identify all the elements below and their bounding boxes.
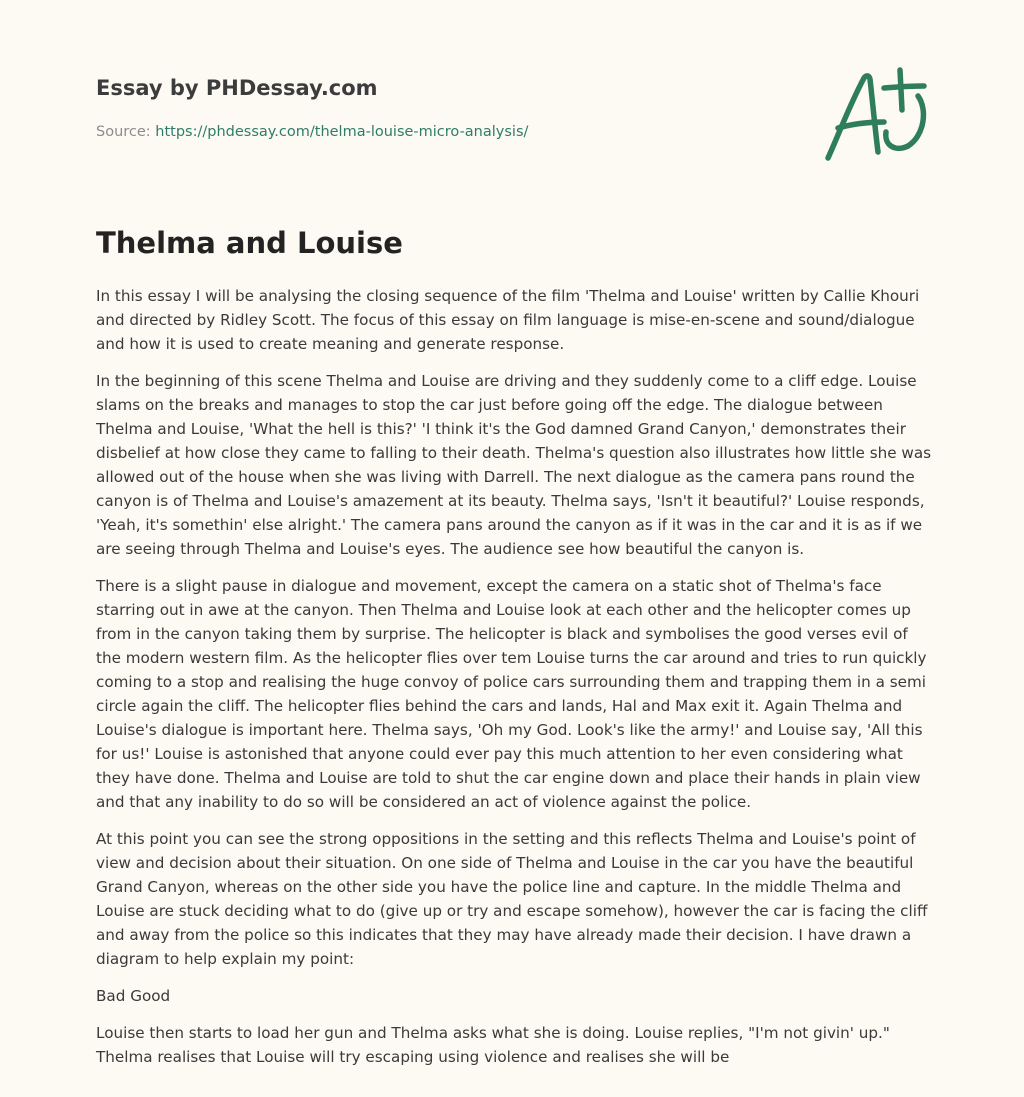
paragraph-5: Bad Good bbox=[96, 987, 171, 1005]
paragraph-1: In this essay I will be analysing the closing sequence of the film 'Thelma and Louise' written by Callie Khouri and directed by Ridley Scott. The focus of this essay on film language is mise-en-scene and sound/dialogue and how it is used to create meaning and generate response. bbox=[96, 287, 920, 353]
source-line bbox=[96, 124, 528, 140]
essay-body bbox=[96, 284, 932, 1082]
paragraph-3: There is a slight pause in dialogue and movement, except the camera on a static shot of Thelma's face starring out in awe at the canyon. Then Thelma and Louise look at each other and the helicopter comes up from in the canyon taking them by surprise. The helicopter is black and symbolises the good verses evil of the modern western film. As the helicopter flies over tem Louise turns the car around and tries to run quickly coming to a stop and realising the huge convoy of police cars surrounding them and trapping them in a semi circle again the cliff. The helicopter flies behind the cars and lands, Hal and Max exit it. Again Thelma and Louise's dialogue is important here. Thelma says, 'Oh my God. Look's like the army!' and Louise say, 'All this for us!' Louise is astonished that anyone could ever pay this much attention to her even considering what they have done. Thelma and Louise are told to shut the car engine down and place their hands in plain view and that any inability to do so will be considered an act of violence against the police. bbox=[96, 577, 927, 811]
paragraph-2: In the beginning of this scene Thelma and Louise are driving and they suddenly come to a cliff edge. Louise slams on the breaks and manages to stop the car just before going off the edge. The dialogue between Thelma and Louise, 'What the hell is this?' 'I think it's the God damned Grand Canyon,' demonstrates their disbelief at how close they came to falling to their death. Thelma's question also illustrates how little she was allowed out of the house when she was living with Darrell. The next dialogue as the camera pans round the canyon is of Thelma and Louise's amazement at its beauty. Thelma says, 'Isn't it beautiful?' Louise responds, 'Yeah, it's somethin' else alright.' The camera pans around the canyon as if it was in the car and it is as if we are seeing through Thelma and Louise's eyes. The audience see how beautiful the canyon is. bbox=[96, 372, 932, 558]
a-plus-grade-icon bbox=[820, 66, 930, 166]
source-link[interactable]: https://phdessay.com/thelma-louise-micro-analysis/ bbox=[155, 124, 529, 140]
essay-title: Thelma and Louise bbox=[96, 226, 403, 260]
paragraph-6: Louise then starts to load her gun and Thelma asks what she is doing. Louise replies, "I'm not givin' up." Thelma realises that Louise will try escaping using violence and realises she will be bbox=[96, 1024, 890, 1066]
paragraph-4: At this point you can see the strong oppositions in the setting and this reflects Thelma and Louise's point of view and decision about their situation. On one side of Thelma and Louise in the car you have the beautiful Grand Canyon, whereas on the other side you have the police line and capture. In the middle Thelma and Louise are stuck deciding what to do (give up or try and escape somehow), however the car is facing the cliff and away from the police so this indicates that they may have already made their decision. I have drawn a diagram to help explain my point: bbox=[96, 830, 928, 968]
source-label: Source: bbox=[96, 124, 151, 140]
brand-title: Essay by PHDessay.com bbox=[96, 76, 378, 100]
